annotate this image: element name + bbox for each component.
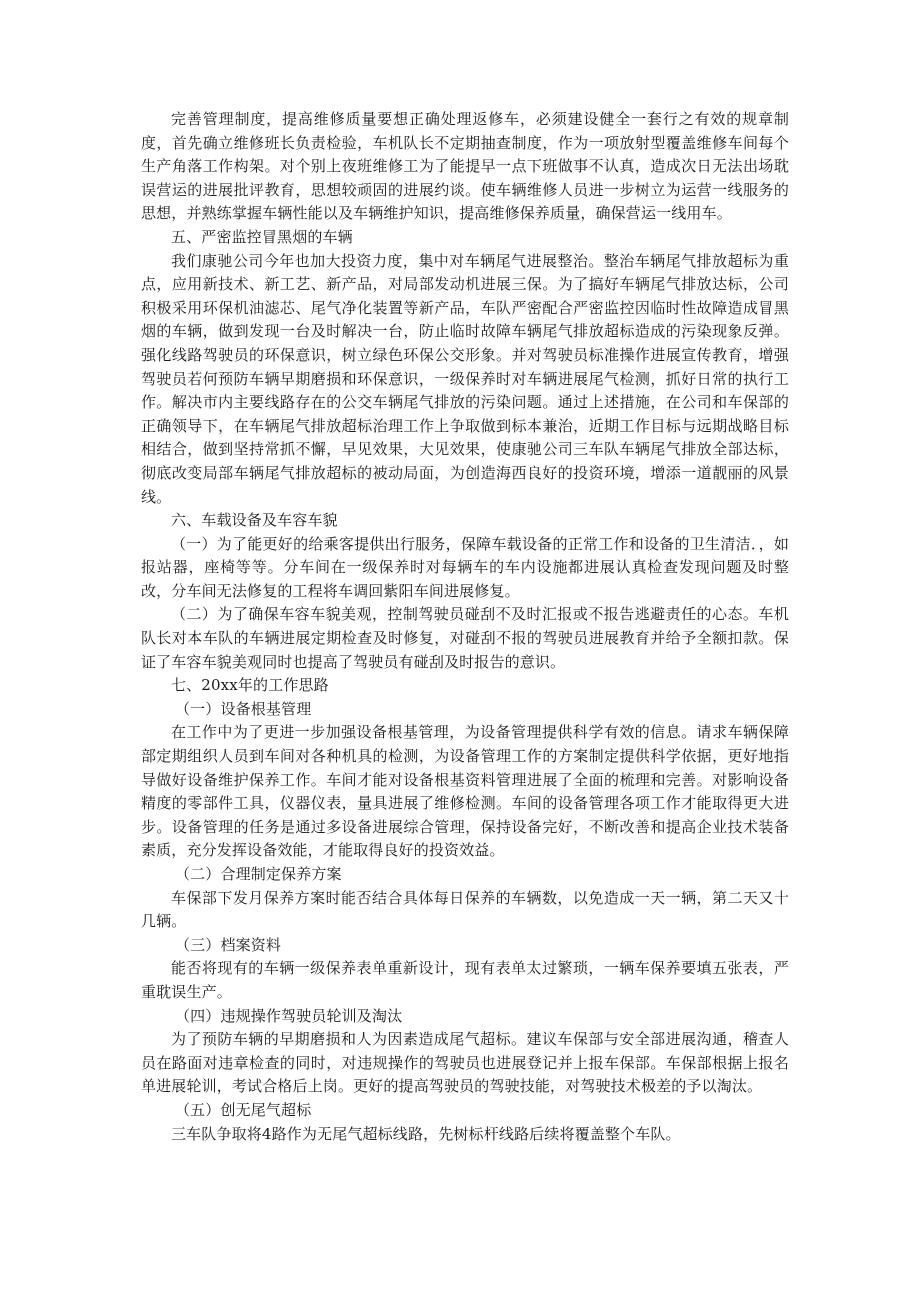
subheading-driver-training: （四）违规操作驾驶员轮训及淘汰 <box>175 1006 403 1025</box>
paragraph-maintenance-plan: 车保部下发月保养方案时能否结合具体每日保养的车辆数，以免造成一天一辆，第二天又十几辆。 <box>141 888 789 931</box>
paragraph-management-system: 完善管理制度，提高维修质量要想正确处理返修车，必须建设健全一套行之有效的规章制度，首先确立维修班长负责检验，车机队长不定期抽查制度，作为一项放射型覆盖维修车间每个生产角落工作构架。对个别上夜班维修工为了能提早一点下班做事不认真，造成次日无法出场耽误营运的进展批评教育，思想较顽固的进展约谈。使车辆维修人员进一步树立为运营一线服务的思想，并熟练掌握车辆性能以及车辆维护知识，提高维修保养质量，确保营运一线用车。 <box>141 110 789 223</box>
subheading-archives: （三）档案资料 <box>175 935 282 954</box>
paragraph-onboard-equipment: （一）为了能更好的给乘客提供出行服务，保障车载设备的正常工作和设备的卫生清洁．，如报站器，座椅等等。分车间在一级保养时对每辆车的车内设施都进展认真检查发现问题及时整改，分车间无法修复的工程将车调回紫阳车间进展修复。 <box>141 534 789 600</box>
paragraph-vehicle-appearance: （二）为了确保车容车貌美观，控制驾驶员碰刮不及时汇报或不报告逃避责任的心态。车机队长对本车队的车辆进展定期检查及时修复，对碰刮不报的驾驶员进展教育并给予全额扣款。保证了车容车貌美观同时也提高了驾驶员有碰刮及时报告的意识。 <box>141 605 789 671</box>
heading-section-7: 七、20xx年的工作思路 <box>171 676 329 695</box>
paragraph-black-smoke: 我们康驰公司今年也加大投资力度，集中对车辆尾气进展整治。整治车辆尾气排放超标为重点，应用新技术、新工艺、新产品，对局部发动机进展三保。为了搞好车辆尾气排放达标，公司积极采用环保机油滤芯、尾气净化装置等新产品，车队严密配合严密监控因临时性故障造成冒黑烟的车辆，做到发现一台及时解决一台，防止临时故障车辆尾气排放超标造成的污染现象反弹。强化线路驾驶员的环保意识，树立绿色环保公交形象。并对驾驶员标准操作进展宣传教育，增强驾驶员若何预防车辆早期磨损和环保意识，一级保养时对车辆进展尾气检测，抓好日常的执行工作。解决市内主要线路存在的公交车辆尾气排放的污染问题。通过上述措施，在公司和车保部的正确领导下，在车辆尾气排放超标治理工作上争取做到标本兼治，近期工作目标与远期战略目标相结合，做到坚持常抓不懈，早见效果，大见效果，使康驰公司三车队车辆尾气排放全部达标，彻底改变局部车辆尾气排放超标的被动局面，为创造海西良好的投资环境，增添一道靓丽的风景线。 <box>141 251 789 506</box>
paragraph-equipment-management: 在工作中为了更进一步加强设备根基管理，为设备管理提供科学有效的信息。请求车辆保障部定期组织人员到车间对各种机具的检测，为设备管理工作的方案制定提供科学依据，更好地指导做好设备维护保养工作。车间才能对设备根基资料管理进展了全面的梳理和完善。对影响设备精度的零部件工具，仪器仪表，量具进展了维修检测。车间的设备管理各项工作才能取得更大进步。设备管理的任务是通过多设备进展综合管理，保持设备完好，不断改善和提高企业技术装备素质，充分发挥设备效能，才能取得良好的投资效益。 <box>141 723 789 860</box>
heading-section-6: 六、车载设备及车容车貌 <box>171 511 338 530</box>
paragraph-archives: 能否将现有的车辆一级保养表单重新设计，现有表单太过繁琐，一辆车保养要填五张表，严重耽误生产。 <box>141 959 789 1001</box>
subheading-no-exhaust: （五）创无尾气超标 <box>175 1100 312 1119</box>
document-body <box>141 108 789 1146</box>
subheading-equipment-management: （一）设备根基管理 <box>175 699 312 718</box>
paragraph-no-exhaust: 三车队争取将4路作为无尾气超标线路，先树标杆线路后续将覆盖整个车队。 <box>171 1124 681 1143</box>
heading-section-5: 五、严密监控冒黑烟的车辆 <box>171 227 353 246</box>
subheading-maintenance-plan: （二）合理制定保养方案 <box>175 865 342 883</box>
paragraph-driver-training: 为了预防车辆的早期磨损和人为因素造成尾气超标。建议车保部与安全部进展沟通，稽查人员在路面对违章检查的同时，对违规操作的驾驶员也进展登记并上报车保部。车保部根据上报名单进展轮训，考试合格后上岗。更好的提高驾驶员的驾驶技能，对驾驶技术极差的予以淘汰。 <box>141 1030 789 1096</box>
